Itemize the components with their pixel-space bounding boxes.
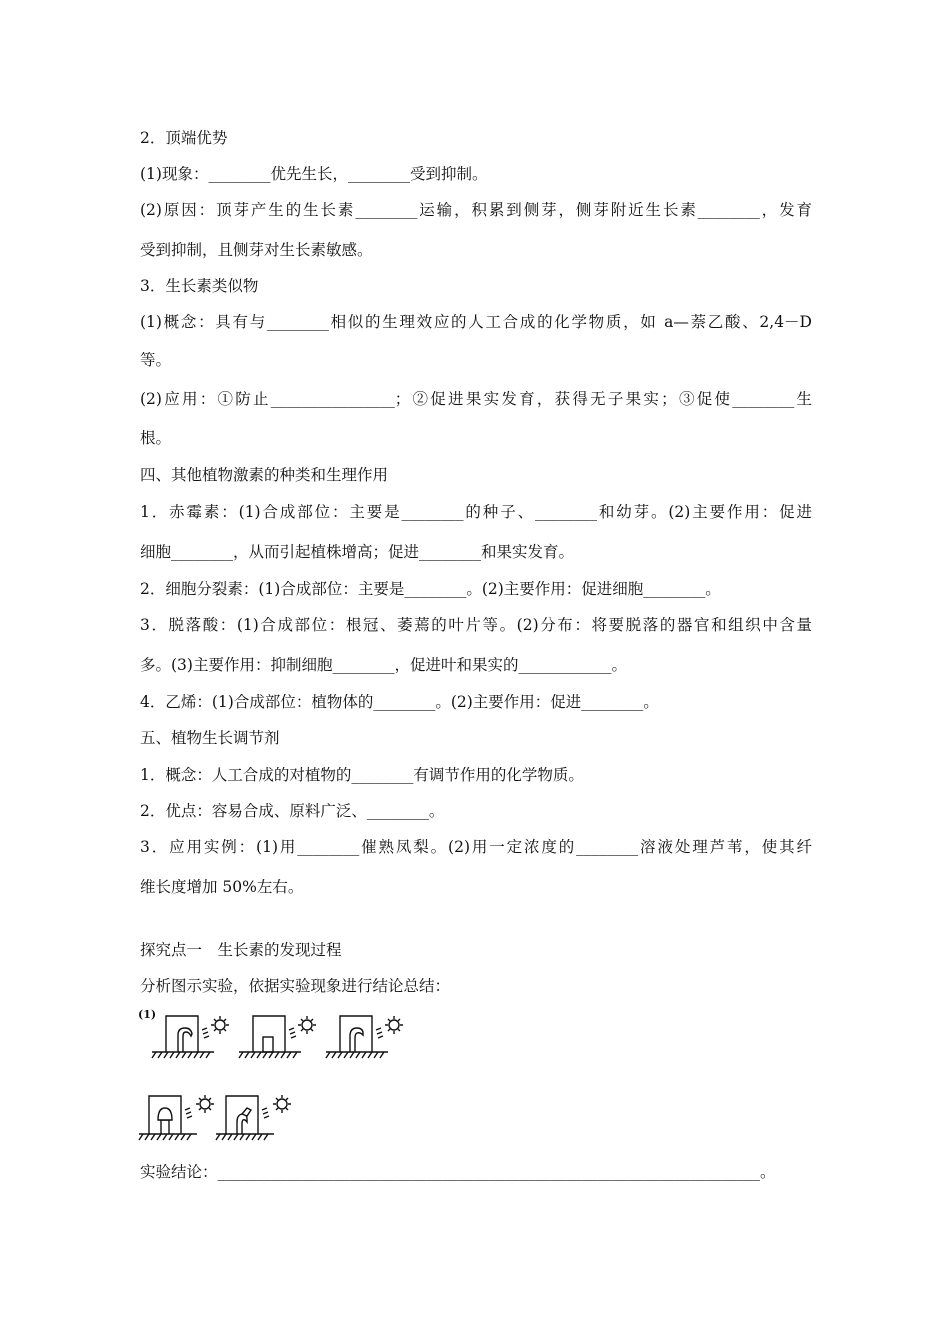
text-cytokinin: 2．细胞分裂素：(1)合成部位：主要是________。(2)主要作用：促进细胞________。 <box>140 580 721 598</box>
figure-label: (1) <box>138 1008 157 1021</box>
heading-section-five: 五、植物生长调节剂 <box>140 729 280 747</box>
text-regulator-advantages: 2．优点：容易合成、原料广泛、________。 <box>140 802 445 820</box>
experiment-diagram-1 <box>148 1008 238 1060</box>
text-gibberellin-cont: 细胞________，从而引起植株增高；促进________和果实发育。 <box>140 543 575 561</box>
text-concept-cont: 等。 <box>140 351 172 369</box>
text-cause-cont: 受到抑制，且侧芽对生长素敏感。 <box>140 241 373 259</box>
text-regulator-concept: 1．概念：人工合成的对植物的________有调节作用的化学物质。 <box>140 766 584 784</box>
text-ethylene: 4．乙烯：(1)合成部位：植物体的________。(2)主要作用：促进________。 <box>140 693 659 711</box>
experiment-diagram-2 <box>235 1008 325 1060</box>
text-experiment-conclusion: 实验结论：______________________________________________________________________。 <box>140 1163 776 1181</box>
text-regulator-examples: 3．应用实例：(1)用________催熟凤梨。(2)用一定浓度的________溶液处理芦苇，使其纤 <box>140 838 812 856</box>
heading-section-four: 四、其他植物激素的种类和生理作用 <box>140 466 389 484</box>
text-application: (2)应用：①防止________________；②促进果实发育，获得无子果实；③促使________生 <box>140 390 812 408</box>
experiment-diagram-3 <box>322 1008 412 1060</box>
text-gibberellin: 1．赤霉素：(1)合成部位：主要是________的种子、________和幼芽。(2)主要作用：促进 <box>140 503 812 521</box>
heading-auxin-analogs: 3．生长素类似物 <box>140 277 259 295</box>
heading-explore-point: 探究点一 生长素的发现过程 <box>140 941 342 959</box>
text-analyze-instruction: 分析图示实验，依据实验现象进行结论总结： <box>140 977 451 995</box>
text-cause: (2)原因：顶芽产生的生长素________运输，积累到侧芽，侧芽附近生长素________，发育 <box>140 201 812 219</box>
text-abscisic-acid-cont: 多。(3)主要作用：抑制细胞________，促进叶和果实的____________。 <box>140 656 627 674</box>
text-application-cont: 根。 <box>140 429 172 447</box>
text-abscisic-acid: 3．脱落酸：(1)合成部位：根冠、萎蔫的叶片等。(2)分布：将要脱落的器官和组织中含量 <box>140 616 812 634</box>
heading-apical-dominance: 2．顶端优势 <box>140 129 228 147</box>
text-concept: (1)概念：具有与________相似的生理效应的人工合成的化学物质，如 a—萘乙酸、2,4－D <box>140 313 812 331</box>
text-regulator-examples-cont: 维长度增加 50%左右。 <box>140 878 304 896</box>
text-phenomenon: (1)现象：________优先生长，________受到抑制。 <box>140 165 488 183</box>
experiment-diagram-5 <box>212 1082 302 1142</box>
